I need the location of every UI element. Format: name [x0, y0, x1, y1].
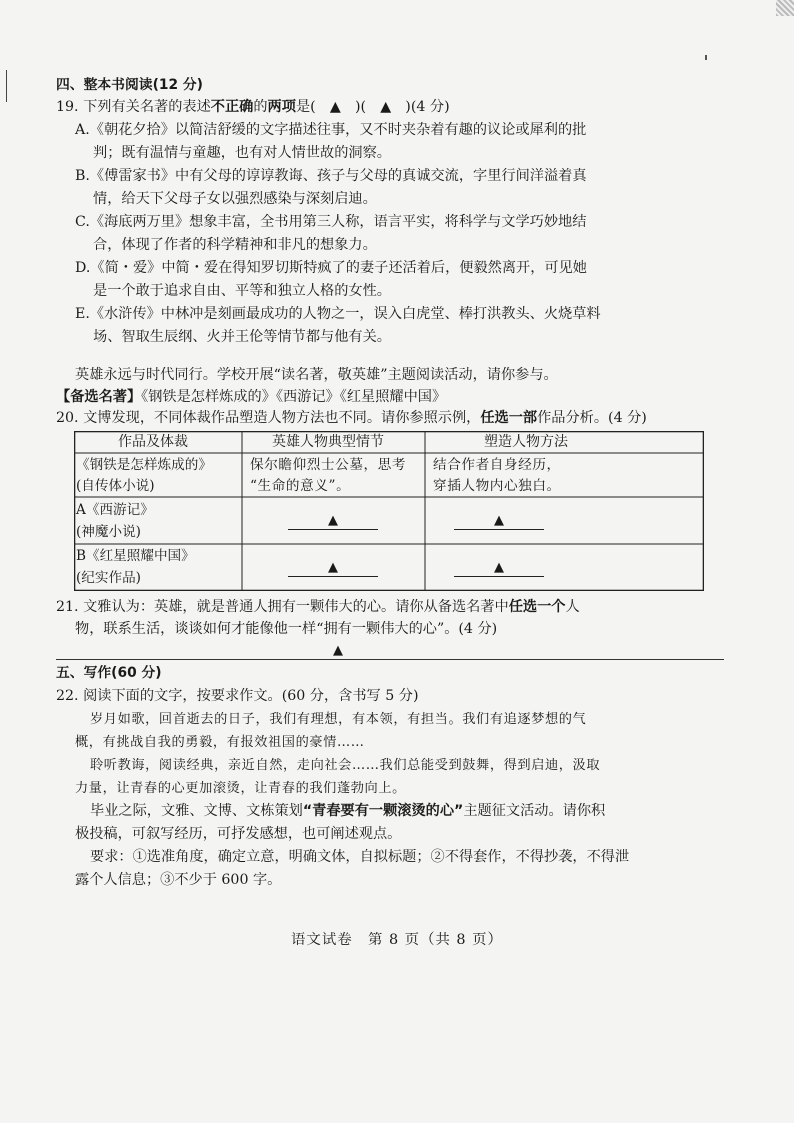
row3-work: B《红星照耀中国》	[76, 548, 195, 564]
q19-option-e-2: 场、智取生辰纲、火并王伦等情节都与他有关。	[93, 329, 391, 345]
q22-para3-a: 毕业之际，文雅、文博、文栋策划	[90, 803, 303, 819]
books-line	[56, 387, 446, 407]
q21-line1-b: 人	[565, 599, 580, 615]
books-list: 《钢铁是怎样炼成的》《西游记》《红星照耀中国》	[141, 389, 447, 405]
q20-stem-a: 20. 文博发现，不同体裁作品塑造人物方法也不同。请你参照示例，	[56, 410, 481, 426]
books-label: 【备选名著】	[56, 389, 142, 405]
margin-mark	[6, 70, 7, 102]
row3-plot-answer[interactable]: ▲	[288, 560, 378, 577]
section4-title: 四、整本书阅读(12 分)	[56, 77, 203, 93]
row1-method-1: 结合作者自身经历，	[433, 457, 561, 473]
q19-stem-c: 是( ▲ )( ▲ )(4 分)	[295, 99, 450, 115]
activity-intro: 英雄永远与时代同行。学校开展“读名著，敬英雄”主题阅读活动，请你参与。	[75, 367, 558, 383]
q21-line1-a: 21. 文雅认为：英雄，就是普通人拥有一颗伟大的心。请你从备选名著中	[56, 599, 509, 615]
q21-line1-bold: 任选一个	[508, 599, 566, 615]
scan-dot	[705, 55, 707, 60]
q21-answer-mark[interactable]: ▲	[333, 643, 343, 658]
q22-para2-1: 聆听教诲，阅读经典，亲近自然，走向社会……我们总能受到鼓舞，得到启迪，汲取	[90, 758, 601, 773]
q21-stem-line2: 物，联系生活，谈谈如何才能像他一样“拥有一颗伟大的心”。(4 分)	[75, 621, 498, 637]
q22-requirements-2: 露个人信息；③不少于 600 字。	[75, 872, 282, 888]
q21-stem-line1	[56, 597, 580, 617]
section5-title: 五、写作(60 分)	[56, 665, 162, 681]
q22-para3-1	[90, 801, 605, 821]
row1-method-2: 穿插人物内心独白。	[433, 478, 561, 494]
q19-stem-a: 19. 下列有关名著的表述	[56, 99, 211, 115]
q19-stem-bold: 不正确	[210, 99, 254, 115]
q22-para3-bold: “青春要有一颗滚烫的心”	[302, 803, 464, 819]
q19-stem	[56, 97, 450, 117]
table-header-plot: 英雄人物典型情节	[272, 434, 384, 450]
row2-work: A《西游记》	[76, 502, 154, 518]
q20-stem-b: 作品分析。(4 分)	[537, 410, 647, 426]
q22-requirements-1: 要求：①选准角度，确定立意，明确文体，自拟标题；②不得套作，不得抄袭，不得泄	[90, 849, 630, 865]
q22-para3-2: 极投稿，可叙写经历，可抒发感想，也可阐述观点。	[75, 826, 402, 842]
q19-option-c-2: 合，体现了作者的科学精神和非凡的想象力。	[93, 237, 377, 253]
row3-genre: (纪实作品)	[76, 570, 141, 586]
q19-option-a-1: A.《朝花夕拾》以简洁舒缓的文字描述往事，又不时夹杂着有趣的议论或犀利的批	[75, 122, 587, 138]
q22-para3-b: 主题征文活动。请你积	[463, 803, 606, 819]
table-header-method: 塑造人物方法	[484, 434, 568, 450]
q22-para1-1: 岁月如歌，回首逝去的日子，我们有理想，有本领，有担当。我们有追逐梦想的气	[90, 712, 587, 727]
row1-work: 《钢铁是怎样炼成的》	[76, 457, 212, 473]
table-header-work: 作品及体裁	[118, 434, 188, 450]
q19-option-c-1: C.《海底两万里》想象丰富，全书用第三人称，语言平实，将科学与文学巧妙地结	[75, 214, 587, 230]
q22-para2-2: 力量，让青春的心更加滚烫，让青春的我们蓬勃向上。	[75, 781, 406, 796]
row1-genre: (自传体小说)	[76, 478, 155, 494]
page-footer: 语文试卷 第 8 页（共 8 页）	[291, 932, 503, 948]
q19-stem-bold2: 两项	[267, 99, 296, 115]
q19-option-e-1: E.《水浒传》中林冲是刻画最成功的人物之一，误入白虎堂、棒打洪教头、火烧草料	[75, 306, 601, 322]
q21-answer-line	[56, 659, 724, 660]
row1-plot-2: “生命的意义”。	[250, 478, 351, 494]
q20-stem	[56, 408, 647, 428]
q19-option-d-2: 是一个敢于追求自由、平等和独立人格的女性。	[93, 283, 391, 299]
q20-table	[74, 431, 704, 591]
row1-plot-1: 保尔瞻仰烈士公墓，思考	[250, 457, 407, 473]
q22-para1-2: 概，有挑战自我的勇毅，有报效祖国的豪情……	[75, 735, 365, 750]
row3-method-answer[interactable]: ▲	[454, 560, 544, 577]
row2-genre: (神魔小说)	[76, 524, 141, 540]
q19-stem-b: 的	[253, 99, 268, 115]
corner-mark	[776, 0, 794, 16]
q19-option-b-2: 情，给天下父母子女以强烈感染与深刻启迪。	[93, 191, 377, 207]
q19-option-d-1: D.《简・爱》中简・爱在得知罗切斯特疯了的妻子还活着后，便毅然离开，可见她	[75, 260, 587, 276]
q19-option-b-1: B.《傅雷家书》中有父母的谆谆教诲、孩子与父母的真诚交流，字里行间洋溢着真	[75, 168, 587, 184]
q20-stem-bold: 任选一部	[480, 410, 538, 426]
q19-option-a-2: 判；既有温情与童趣，也有对人情世故的洞察。	[93, 145, 391, 161]
row2-plot-answer[interactable]: ▲	[288, 513, 378, 530]
q22-stem: 22. 阅读下面的文字，按要求作文。(60 分，含书写 5 分)	[56, 688, 419, 704]
row2-method-answer[interactable]: ▲	[454, 513, 544, 530]
